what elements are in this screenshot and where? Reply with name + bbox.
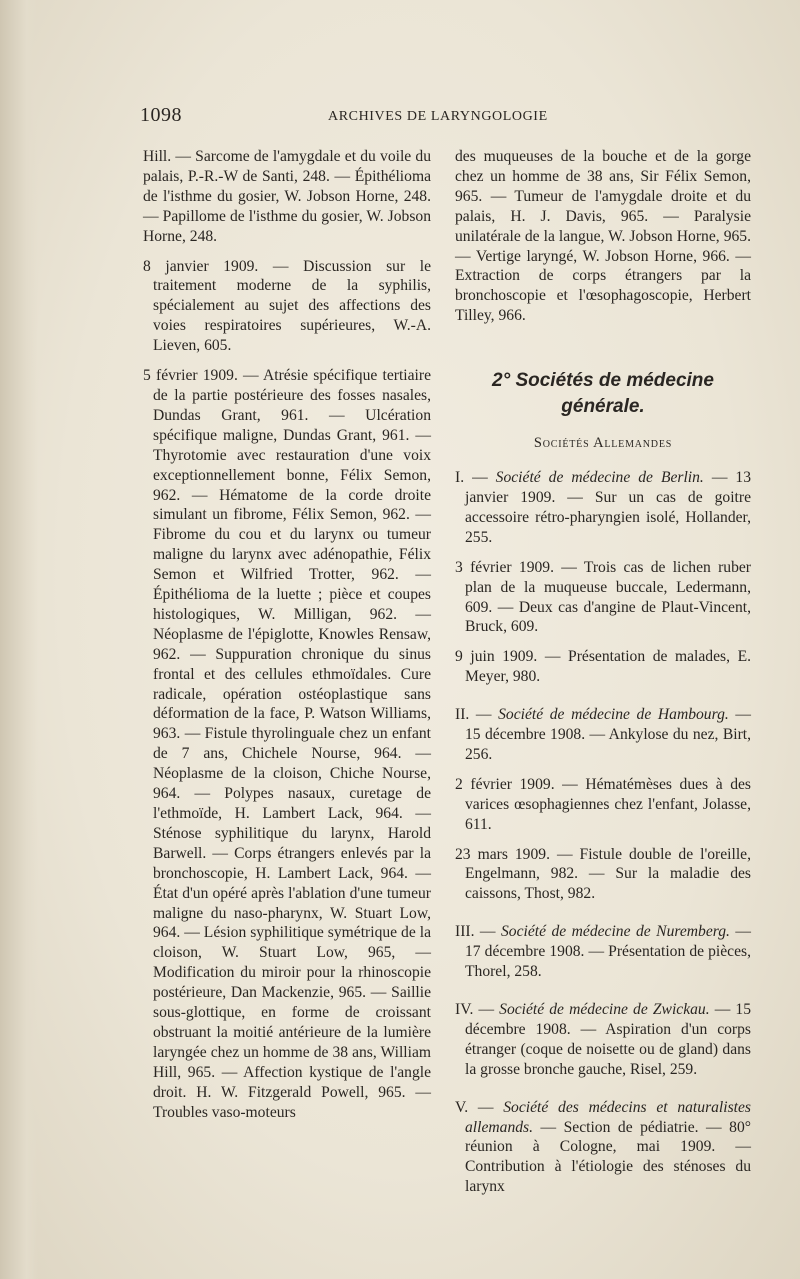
left-column — [143, 147, 431, 1133]
society-text: —17 décembre 1908. — Présentation de pièces, Thorel, 258. — [465, 923, 752, 981]
page-header — [140, 104, 750, 132]
section-title-line: générale. — [561, 396, 645, 418]
society-entry — [455, 1098, 751, 1198]
society-name: Société de médecine de Hambourg. — [498, 706, 729, 724]
society-number: II. — — [455, 706, 499, 724]
society-number: III. — — [455, 923, 501, 941]
society-entry — [455, 705, 751, 765]
society-text: — 15 décembre 1908. — Ankylose du nez, Birt, 256. — [465, 706, 751, 763]
index-entry: Hill. — Sarcome de l'amygdale et du voile du palais, P.-R.-W de Santi, 248. — Épithélioma de l'isthme du gosier, W. Jobson Horne, 248. — Papillome de l'isthme du gosier, W. Jobson Horne, 248. — [143, 148, 431, 245]
page-number: 1098 — [140, 104, 182, 126]
society-number: IV. — — [455, 1001, 500, 1018]
society-text: — Section de pédiatrie. — 80° réunion à Cologne, mai 1909. — Contribution à l'étiologie des sténoses du larynx — [465, 1118, 751, 1196]
society-name: Société des médecins et naturalistes allemands. — [465, 1098, 751, 1136]
society-text: — 13 janvier 1909. — Sur un cas de goitre accessoire rétro-pharyngien isolé, Hollander, 255. — [465, 469, 752, 546]
society-entry — [455, 922, 751, 982]
section-title — [455, 368, 751, 420]
society-entry — [455, 1000, 751, 1080]
society-name: Société de médecine de Zwickau. — [499, 1001, 710, 1018]
index-entry: 5 février 1909. — Atrésie spécifique tertiaire de la partie postérieure des fosses nasales, Dundas Grant, 961. — Ulcération spécifique maligne, Dundas Grant, 961. — Thyrotomie avec restauration d'une voix exceptionnellement bonne, Félix Semon, 962. — Hématome de la corde droite simulant un fibrome, Félix Semon, 962. — Fibrome du cou et du larynx ou tumeur maligne du larynx avec adénopathie, Félix Semon et Wilfried Trotter, 962. — Épithélioma de la luette ; pièce et coupes histologiques, W. Milligan, 962. — Néoplasme de l'épiglotte, Knowles Rensaw, 962. — Suppuration chronique du sinus frontal et des cellules ethmoïdales. Cure radicale, opération ostéoplastique sans déformation de la face, P. Watson Williams, 963. — Fistule thyrolinguale chez un enfant de 7 ans, Chichele Nourse, 964. — Néoplasme de la cloison, Chiche Nourse, 964. — Polypes nasaux, curetage de l'ethmoïde, H. Lambert Lack, 964. — Sténose syphilitique du larynx, Harold Barwell. — Corps étrangers enlevés par la bronchoscopie, H. Lambert Lack, 964. — État d'un opéré après l'ablation d'une tumeur maligne du naso-pharynx, W. Stuart Low, 964. — Lésion syphilitique symétrique de la cloison, W. Stuart Low, 965, — Modification du miroir pour la rhinoscopie postérieure, Dan Mackenzie, 965. — Saillie sous-glottique, en forme de croissant obstruant la moitié antérieure de la lumière laryngée chez un homme de 38 ans, William Hill, 965. — Affection kystique de l'angle droit. H. W. Fitzgerald Powell, 965. — Troubles vaso-moteurs — [143, 367, 431, 1121]
running-title: ARCHIVES DE LARYNGOLOGIE — [328, 109, 548, 124]
right-column — [455, 147, 751, 1207]
society-number: V. — — [455, 1098, 504, 1116]
index-entry: 23 mars 1909. — Fistule double de l'oreille, Engelmann, 982. — Sur la maladie des caissons, Thost, 982. — [455, 845, 751, 903]
subheading: Sociétés Allemandes — [533, 435, 673, 452]
society-number: I. — — [455, 469, 496, 487]
society-entry — [455, 468, 751, 548]
index-entry: 3 février 1909. — Trois cas de lichen ruber plan de la muqueuse buccale, Ledermann, 609. — Deux cas d'angine de Plaut-Vincent, Bruck, 609. — [455, 558, 751, 636]
index-entry: 8 janvier 1909. — Discussion sur le traitement moderne de la syphilis, spécialement au sujet des affections des voies respiratoires supérieures, W.-A. Lieven, 605. — [143, 257, 431, 355]
section-title-line: 2° Sociétés de médecine — [492, 370, 714, 392]
society-text: — 15 décembre 1908. — Aspiration d'un corps étranger (coque de noisette ou de gland) dans la grosse bronche gauche, Risel, 259. — [465, 1001, 752, 1078]
index-entry: 2 février 1909. — Hématémèses dues à des varices œsophagiennes chez l'enfant, Jolasse, 611. — [455, 775, 751, 833]
index-entry: des muqueuses de la bouche et de la gorge chez un homme de 38 ans, Sir Félix Semon, 965. — Tumeur de l'amygdale droite et du palais, H. J. Davis, 965. — Paralysie unilatérale de la langue, W. Jobson Horne, 965. — Vertige laryngé, W. Jobson Horne, 966. — Extraction de corps étrangers par la bronchoscopie et l'œsophagoscopie, Herbert Tilley, 966. — [455, 148, 751, 325]
society-name: Société de médecine de Nuremberg. — [501, 923, 730, 941]
index-entry: 9 juin 1909. — Présentation de malades, E. Meyer, 980. — [455, 648, 751, 686]
society-name: Société de médecine de Berlin. — [495, 469, 704, 487]
